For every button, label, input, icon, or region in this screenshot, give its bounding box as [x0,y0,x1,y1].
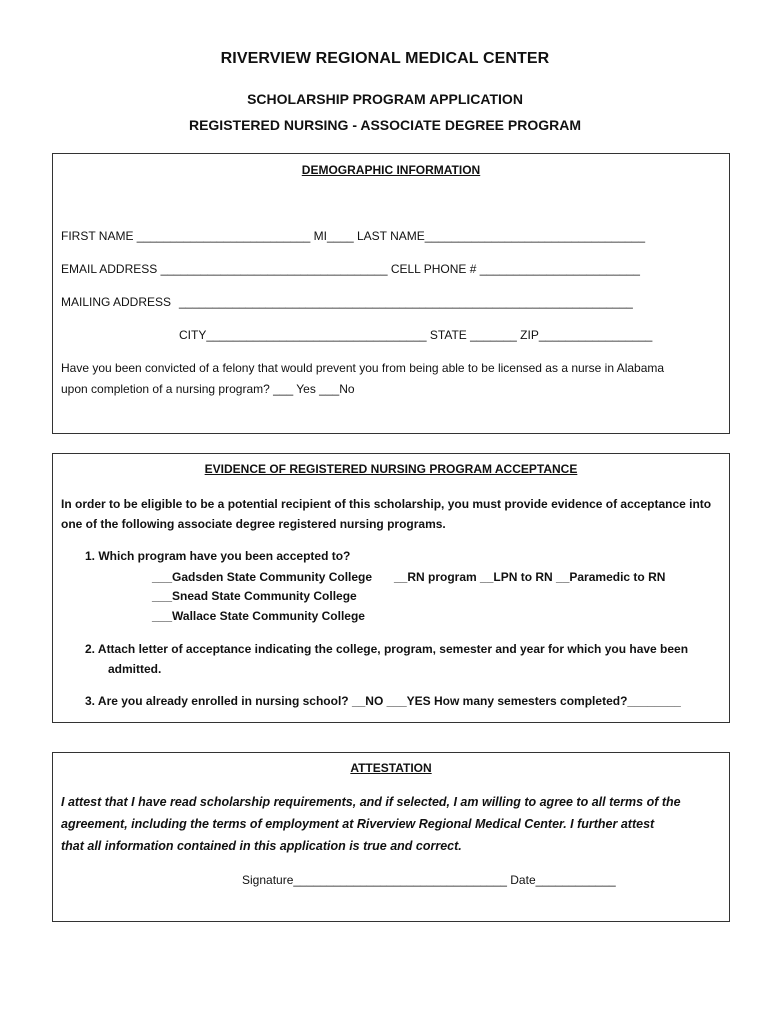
attestation-text-3: that all information contained in this application is true and correct. [61,839,462,853]
signature-date-fields[interactable]: Signature________________________________ Date____________ [242,873,616,887]
program-title: REGISTERED NURSING - ASSOCIATE DEGREE PROGRAM [188,117,582,133]
acceptance-intro: In order to be eligible to be a potential recipient of this scholarship, you must provide evidence of acceptance into [61,497,712,511]
acceptance-title: EVIDENCE OF REGISTERED NURSING PROGRAM ACCEPTANCE [204,462,578,476]
felony-answer[interactable]: upon completion of a nursing program? ___ Yes ___No [61,382,355,396]
city-state-zip-fields[interactable]: CITY_________________________________ STATE _______ ZIP_________________ [179,328,653,342]
application-title: SCHOLARSHIP PROGRAM APPLICATION [247,91,523,107]
attestation-section [52,752,730,922]
college-option-snead[interactable]: ___Snead State Community College [152,589,357,603]
attestation-title: ATTESTATION [350,761,432,775]
question-2: 2. Attach letter of acceptance indicating the college, program, semester and year for which you have been [85,642,689,656]
question-2-cont: admitted. [108,662,162,676]
program-options[interactable]: __RN program __LPN to RN __Paramedic to RN [394,570,666,584]
college-option-wallace[interactable]: ___Wallace State Community College [152,609,365,623]
org-title: RIVERVIEW REGIONAL MEDICAL CENTER [220,50,550,67]
email-phone-fields[interactable]: EMAIL ADDRESS __________________________________ CELL PHONE # ________________________ [61,262,640,276]
mailing-address-label: MAILING ADDRESS [61,295,172,309]
college-option-gadsden[interactable]: ___Gadsden State Community College [152,570,373,584]
question-3[interactable]: 3. Are you already enrolled in nursing school? __NO ___YES How many semesters completed?________ [85,694,681,708]
mailing-address-field[interactable]: ____________________________________________________________________ [179,295,633,309]
acceptance-intro-2: one of the following associate degree registered nursing programs. [61,517,446,531]
attestation-text-1: I attest that I have read scholarship requirements, and if selected, I am willing to agree to all terms of the [61,795,681,809]
demographic-section [52,153,730,434]
name-fields[interactable]: FIRST NAME __________________________ MI____ LAST NAME_________________________________ [61,229,646,243]
demographic-title: DEMOGRAPHIC INFORMATION [301,163,481,177]
felony-question: Have you been convicted of a felony that would prevent you from being able to be licensed as a nurse in Alabama [61,361,665,375]
attestation-text-2: agreement, including the terms of employment at Riverview Regional Medical Center. I further attest [61,817,655,831]
question-1: 1. Which program have you been accepted to? [85,549,351,563]
acceptance-section [52,453,730,723]
